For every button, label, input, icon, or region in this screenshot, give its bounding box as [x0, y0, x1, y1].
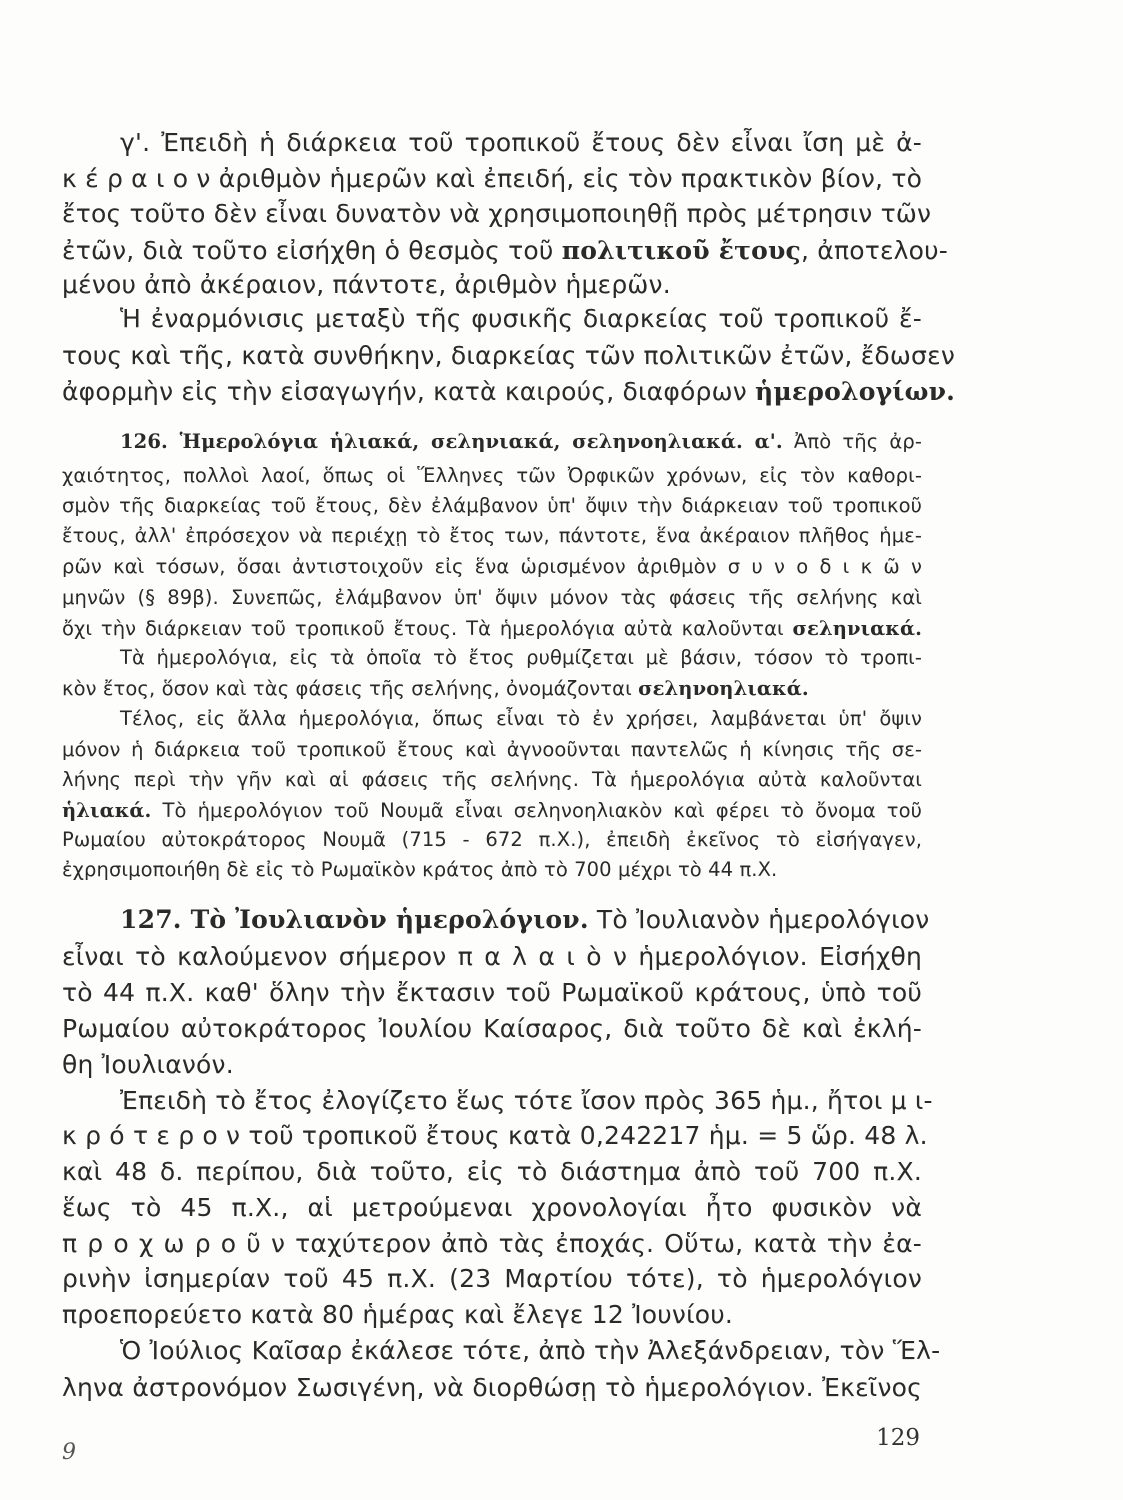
text-line: Ρωμαίου αὐτοκράτορος Νουμᾶ (715 - 672 π.Χ.), ἐπειδὴ ἐκεῖνος τὸ εἰσήγαγεν,	[62, 828, 922, 851]
text-line: ἐχρησιμοποιήθη δὲ εἰς τὸ Ρωμαϊκὸν κράτος ἀπὸ τὸ 700 μέχρι τὸ 44 π.Χ.	[62, 858, 778, 881]
text-line: π ρ ο χ ω ρ ο ῦ ν ταχύτερον ἀπὸ τὰς ἐποχάς. Οὕτω, κατὰ τὴν ἐα-	[62, 1229, 922, 1258]
text-line: κ έ ρ α ι ο ν ἀριθμὸν ἡμερῶν καὶ ἐπειδή, εἰς τὸν πρακτικὸν βίον, τὸ	[62, 164, 923, 193]
text-line: γ'. Ἐπειδὴ ἡ διάρκεια τοῦ τροπικοῦ ἔτους δὲν εἶναι ἴση μὲ ἀ-	[120, 128, 922, 157]
text-line: κὸν ἔτος, ὅσον καὶ τὰς φάσεις τῆς σελήνης, ὀνομάζονται σεληνοηλιακά.	[62, 677, 809, 700]
text-line: Ὁ Ἰούλιος Καῖσαρ ἐκάλεσε τότε, ἀπὸ τὴν Ἀλεξάνδρειαν, τὸν Ἕλ-	[120, 1336, 941, 1365]
text-line: μόνον ἡ διάρκεια τοῦ τροπικοῦ ἔτους καὶ ἀγνοοῦνται παντελῶς ἡ κίνησις τῆς σε-	[62, 738, 922, 761]
text-line: λήνης περὶ τὴν γῆν καὶ αἱ φάσεις τῆς σελήνης. Τὰ ἡμερολόγια αὐτὰ καλοῦνται	[62, 768, 922, 791]
text-line: εἶναι τὸ καλούμενον σήμερον π α λ α ι ὸ ν ἡμερολόγιον. Εἰσήχθη	[62, 942, 922, 971]
text-line: ἀφορμὴν εἰς τὴν εἰσαγωγήν, κατὰ καιρούς, διαφόρων ἡμερολογίων.	[62, 377, 956, 406]
text-line: ἔτος τοῦτο δὲν εἶναι δυνατὸν νὰ χρησιμοποιηθῇ πρὸς μέτρησιν τῶν	[62, 199, 932, 228]
text-line: ἐτῶν, διὰ τοῦτο εἰσήχθη ὁ θεσμὸς τοῦ πολιτικοῦ ἔτους, ἀποτελου-	[62, 236, 949, 265]
text-line: Ρωμαίου αὐτοκράτορος Ἰουλίου Καίσαρος, διὰ τοῦτο δὲ καὶ ἐκλή-	[62, 1014, 922, 1043]
text-line: ρινὴν ἰσημερίαν τοῦ 45 π.Χ. (23 Μαρτίου τότε), τὸ ἡμερολόγιον	[62, 1264, 922, 1293]
text-line: 127. Τὸ Ἰουλιανὸν ἡμερολόγιον. Τὸ Ἰουλιανὸν ἡμερολόγιον	[120, 905, 930, 934]
text-line: μηνῶν (§ 89β). Συνεπῶς, ἐλάμβανον ὑπ' ὄψιν μόνον τὰς φάσεις τῆς σελήνης καὶ	[62, 586, 922, 609]
text-line: Τὰ ἡμερολόγια, εἰς τὰ ὁποῖα τὸ ἔτος ρυθμίζεται μὲ βάσιν, τόσον τὸ τροπι-	[120, 646, 922, 669]
text-line: 126. Ἡμερολόγια ἡλιακά, σεληνιακά, σεληνοηλιακά. α'. Ἀπὸ τῆς ἀρ-	[120, 430, 922, 453]
text-line: τους καὶ τῆς, κατὰ συνθήκην, διαρκείας τῶν πολιτικῶν ἐτῶν, ἔδωσεν	[62, 341, 955, 370]
text-line: θη Ἰουλιανόν.	[62, 1050, 234, 1079]
text-line: ρῶν καὶ τόσων, ὅσαι ἀντιστοιχοῦν εἰς ἕνα ὡρισμένον ἀριθμὸν σ υ ν ο δ ι κ ῶ ν	[62, 555, 922, 578]
emphasis-term: 126. Ἡμερολόγια ἡλιακά, σεληνιακά, σεληνοηλιακά. α'.	[120, 430, 783, 453]
text-line: Ἡ ἐναρμόνισις μεταξὺ τῆς φυσικῆς διαρκείας τοῦ τροπικοῦ ἔ-	[120, 304, 922, 333]
text-line: Ἐπειδὴ τὸ ἔτος ἐλογίζετο ἕως τότε ἴσον πρὸς 365 ἡμ., ἤτοι μ ι-	[120, 1086, 933, 1115]
text-line: χαιότητος, πολλοὶ λαοί, ὅπως οἱ Ἕλληνες τῶν Ὀρφικῶν χρόνων, εἰς τὸν καθορι-	[62, 464, 922, 487]
emphasis-term: ἡλιακά.	[62, 799, 152, 822]
text-line: σμὸν τῆς διαρκείας τοῦ ἔτους, δὲν ἐλάμβανον ὑπ' ὄψιν τὴν διάρκειαν τοῦ τροπικοῦ	[62, 494, 922, 517]
signature-mark: 9	[62, 1440, 76, 1465]
text-line: τὸ 44 π.Χ. καθ' ὅλην τὴν ἔκτασιν τοῦ Ρωμαϊκοῦ κράτους, ὑπὸ τοῦ	[62, 978, 922, 1007]
text-line: προεπορεύετο κατὰ 80 ἡμέρας καὶ ἔλεγε 12 Ἰουνίου.	[62, 1300, 734, 1329]
page-number: 129	[876, 1425, 920, 1451]
text-line: ἡλιακά. Τὸ ἡμερολόγιον τοῦ Νουμᾶ εἶναι σεληνοηλιακὸν καὶ φέρει τὸ ὄνομα τοῦ	[62, 799, 922, 822]
text-line: ληνα ἀστρονόμον Σωσιγένη, νὰ διορθώσῃ τὸ ἡμερολόγιον. Ἐκεῖνος	[62, 1373, 922, 1402]
text-line: ἔτους, ἀλλ' ἐπρόσεχον νὰ περιέχῃ τὸ ἔτος των, πάντοτε, ἕνα ἀκέραιον πλῆθος ἡμε-	[62, 524, 922, 547]
text-line: μένου ἀπὸ ἀκέραιον, πάντοτε, ἀριθμὸν ἡμερῶν.	[62, 270, 671, 299]
emphasis-term: ἡμερολογίων.	[755, 377, 956, 406]
emphasis-term: πολιτικοῦ ἔτους	[561, 236, 801, 265]
emphasis-term: σεληνοηλιακά.	[638, 677, 809, 700]
text-line: ἕως τὸ 45 π.Χ., αἱ μετρούμεναι χρονολογίαι ἦτο φυσικὸν νὰ	[62, 1193, 922, 1222]
emphasis-term: 127. Τὸ Ἰουλιανὸν ἡμερολόγιον.	[120, 905, 589, 934]
text-line: Τέλος, εἰς ἄλλα ἡμερολόγια, ὅπως εἶναι τὸ ἐν χρήσει, λαμβάνεται ὑπ' ὄψιν	[120, 707, 922, 730]
text-line: κ ρ ό τ ε ρ ο ν τοῦ τροπικοῦ ἔτους κατὰ 0,242217 ἡμ. = 5 ὥρ. 48 λ.	[62, 1121, 928, 1150]
text-line: καὶ 48 δ. περίπου, διὰ τοῦτο, εἰς τὸ διάστημα ἀπὸ τοῦ 700 π.Χ.	[62, 1157, 922, 1186]
text-line: ὄχι τὴν διάρκειαν τοῦ τροπικοῦ ἔτους. Τὰ ἡμερολόγια αὐτὰ καλοῦνται σεληνιακά.	[62, 617, 922, 640]
emphasis-term: σεληνιακά.	[792, 617, 922, 640]
